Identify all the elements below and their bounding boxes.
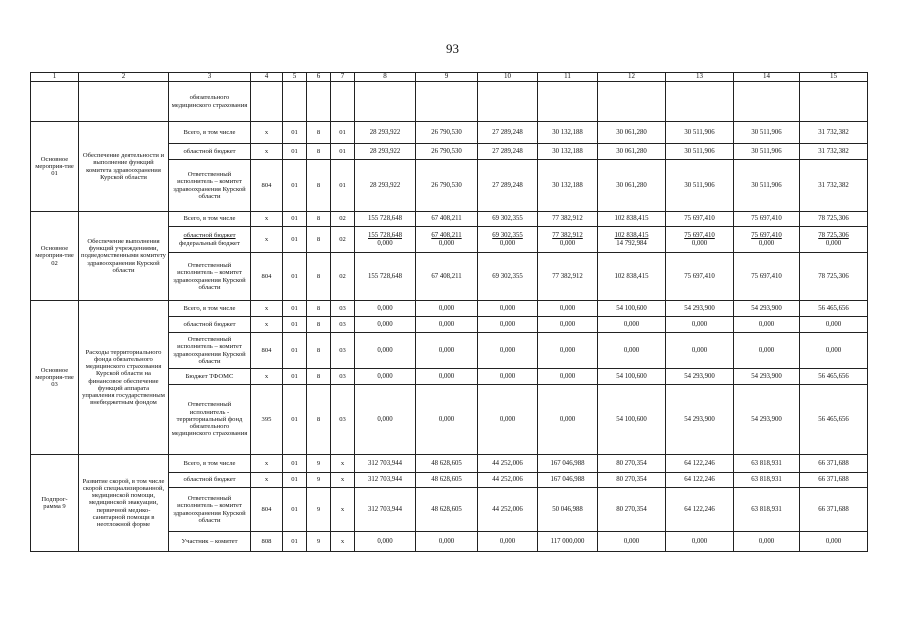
value-cell: 48 628,605 <box>416 488 478 532</box>
value-cell: 0,000 <box>478 385 538 455</box>
value-cell <box>478 227 538 253</box>
value-cell: 0,000 <box>734 333 800 369</box>
value-cell: 66 371,688 <box>800 488 868 532</box>
table-row <box>31 82 868 122</box>
column-header: 15 <box>800 73 868 82</box>
value-cell: 0,000 <box>478 532 538 552</box>
value-cell: 0,000 <box>800 333 868 369</box>
code-cell: 804 <box>251 160 283 212</box>
source-cell: Всего, в том числе <box>169 212 251 227</box>
value-cell: 75 697,410 <box>734 212 800 227</box>
value-line: 75 697,410 <box>684 232 715 240</box>
source-cell: Всего, в том числе <box>169 122 251 144</box>
value-line: 0,000 <box>377 239 393 247</box>
code-cell: 01 <box>331 122 355 144</box>
value-cell: 0,000 <box>538 369 598 385</box>
code-cell: 01 <box>331 144 355 160</box>
code-cell: 01 <box>283 532 307 552</box>
code-cell: 03 <box>331 333 355 369</box>
value-cell: 0,000 <box>478 369 538 385</box>
activity-code-cell: Основное мероприя-тие 03 <box>31 301 79 455</box>
value-cell: 312 703,944 <box>355 473 416 488</box>
value-line: 14 792,984 <box>616 239 647 247</box>
value-cell: 63 818,931 <box>734 455 800 473</box>
value-cell: 78 725,306 <box>800 253 868 301</box>
code-cell: 804 <box>251 333 283 369</box>
table-row <box>31 455 868 473</box>
activity-name-cell: Расходы территориального фонда обязательного медицинского страхования Курской области на финансовое обеспечение функций аппарата управления государственным внебюджетным фондом <box>79 301 169 455</box>
budget-table <box>30 72 868 552</box>
value-cell: 0,000 <box>734 532 800 552</box>
value-line: 0,000 <box>691 239 708 247</box>
source-cell: Ответственный исполнитель – комитет здравоохранения Курской области <box>169 333 251 369</box>
value-cell: 0,000 <box>355 369 416 385</box>
value-cell: 0,000 <box>355 333 416 369</box>
cell-empty <box>538 82 598 122</box>
value-cell: 30 511,906 <box>666 160 734 212</box>
column-header: 13 <box>666 73 734 82</box>
value-line: 69 302,355 <box>492 232 523 240</box>
value-cell: 0,000 <box>538 317 598 333</box>
value-cell: 0,000 <box>538 301 598 317</box>
value-cell: 30 132,188 <box>538 160 598 212</box>
value-cell: 63 818,931 <box>734 488 800 532</box>
value-cell <box>416 227 478 253</box>
code-cell: 01 <box>283 160 307 212</box>
cell-empty <box>355 82 416 122</box>
table-body <box>31 73 868 552</box>
cell-empty <box>666 82 734 122</box>
source-cell: обязательного медицинского страхования <box>169 82 251 122</box>
value-cell: 66 371,688 <box>800 473 868 488</box>
code-cell: 9 <box>307 532 331 552</box>
source-cell: Всего, в том числе <box>169 455 251 473</box>
code-cell: х <box>251 122 283 144</box>
value-cell: 30 511,906 <box>734 122 800 144</box>
cell-empty <box>416 82 478 122</box>
cell-empty <box>283 82 307 122</box>
value-cell: 30 132,188 <box>538 122 598 144</box>
code-cell: 01 <box>331 160 355 212</box>
value-cell: 54 293,900 <box>666 301 734 317</box>
value-cell: 167 046,988 <box>538 455 598 473</box>
table-row <box>31 301 868 317</box>
cell-empty <box>478 82 538 122</box>
column-header: 9 <box>416 73 478 82</box>
activity-name-cell: Обеспечение выполнения функций учреждениями, подведомственными комитету здравоохранения Курской области <box>79 212 169 301</box>
value-cell: 312 703,944 <box>355 488 416 532</box>
code-cell: х <box>251 455 283 473</box>
value-line: 75 697,410 <box>751 232 782 240</box>
value-cell <box>800 227 868 253</box>
value-cell: 64 122,246 <box>666 488 734 532</box>
code-cell: 804 <box>251 488 283 532</box>
code-cell: х <box>251 212 283 227</box>
value-cell: 64 122,246 <box>666 473 734 488</box>
code-cell: 01 <box>283 455 307 473</box>
code-cell: х <box>331 473 355 488</box>
column-header: 2 <box>79 73 169 82</box>
value-cell: 80 270,354 <box>598 488 666 532</box>
table-row <box>31 122 868 144</box>
cell-empty <box>79 82 169 122</box>
value-cell <box>598 227 666 253</box>
code-cell: 8 <box>307 122 331 144</box>
value-cell: 56 465,656 <box>800 385 868 455</box>
code-cell: х <box>251 369 283 385</box>
value-cell: 31 732,382 <box>800 144 868 160</box>
value-cell: 102 838,415 <box>598 253 666 301</box>
table-row <box>31 212 868 227</box>
code-cell: 01 <box>283 385 307 455</box>
source-cell <box>169 227 251 253</box>
column-header: 4 <box>251 73 283 82</box>
value-cell: 0,000 <box>598 532 666 552</box>
value-cell: 0,000 <box>538 333 598 369</box>
value-cell: 63 818,931 <box>734 473 800 488</box>
value-cell: 312 703,944 <box>355 455 416 473</box>
code-cell: 804 <box>251 253 283 301</box>
code-cell: 01 <box>283 301 307 317</box>
value-line: 0,000 <box>758 239 775 247</box>
code-cell: 01 <box>283 212 307 227</box>
column-header: 3 <box>169 73 251 82</box>
value-cell: 31 732,382 <box>800 160 868 212</box>
value-cell: 75 697,410 <box>734 253 800 301</box>
code-cell: 8 <box>307 385 331 455</box>
value-cell: 155 728,648 <box>355 212 416 227</box>
value-line: 77 382,912 <box>552 232 583 240</box>
value-line: 78 725,306 <box>818 232 849 240</box>
code-cell: х <box>251 473 283 488</box>
value-cell: 30 132,188 <box>538 144 598 160</box>
code-cell: 8 <box>307 369 331 385</box>
source-cell: областной бюджет <box>169 144 251 160</box>
value-cell: 30 511,906 <box>734 160 800 212</box>
source-line: областной бюджет <box>183 232 236 240</box>
value-cell: 0,000 <box>416 301 478 317</box>
source-cell: областной бюджет <box>169 473 251 488</box>
value-cell: 56 465,656 <box>800 369 868 385</box>
value-cell: 48 628,605 <box>416 473 478 488</box>
value-cell <box>734 227 800 253</box>
code-cell: 02 <box>331 253 355 301</box>
value-cell: 0,000 <box>478 301 538 317</box>
value-cell: 80 270,354 <box>598 473 666 488</box>
value-cell: 77 382,912 <box>538 212 598 227</box>
activity-name-cell: Обеспечение деятельности и выполнение функций комитета здравоохранения Курской области <box>79 122 169 212</box>
value-cell: 26 790,530 <box>416 122 478 144</box>
code-cell: 808 <box>251 532 283 552</box>
value-cell: 0,000 <box>416 333 478 369</box>
code-cell: х <box>251 144 283 160</box>
code-cell: 8 <box>307 333 331 369</box>
cell-empty <box>734 82 800 122</box>
value-cell <box>538 227 598 253</box>
value-cell: 54 100,600 <box>598 301 666 317</box>
value-cell: 80 270,354 <box>598 455 666 473</box>
value-cell: 0,000 <box>416 385 478 455</box>
value-cell: 30 061,280 <box>598 122 666 144</box>
code-cell: 01 <box>283 473 307 488</box>
code-cell: х <box>331 455 355 473</box>
value-line: 0,000 <box>559 239 576 247</box>
value-cell: 54 293,900 <box>734 385 800 455</box>
source-cell: Участник – комитет <box>169 532 251 552</box>
code-cell: 01 <box>283 488 307 532</box>
value-line: 0,000 <box>438 239 455 247</box>
value-cell: 0,000 <box>355 317 416 333</box>
value-cell: 27 289,248 <box>478 144 538 160</box>
code-cell: 01 <box>283 333 307 369</box>
code-cell: 02 <box>331 227 355 253</box>
header-row <box>31 73 868 82</box>
value-cell: 48 628,605 <box>416 455 478 473</box>
code-cell: 03 <box>331 301 355 317</box>
code-cell: х <box>251 317 283 333</box>
code-cell: х <box>251 301 283 317</box>
value-cell: 0,000 <box>666 532 734 552</box>
value-cell: 28 293,922 <box>355 122 416 144</box>
value-cell: 26 790,530 <box>416 144 478 160</box>
column-header: 6 <box>307 73 331 82</box>
value-cell: 0,000 <box>598 317 666 333</box>
activity-code-cell: Подпрог-рамма 9 <box>31 455 79 552</box>
value-cell: 27 289,248 <box>478 160 538 212</box>
value-cell: 54 100,600 <box>598 369 666 385</box>
source-line: федеральный бюджет <box>179 239 240 247</box>
column-header: 12 <box>598 73 666 82</box>
value-cell: 0,000 <box>416 369 478 385</box>
value-cell: 117 000,000 <box>538 532 598 552</box>
value-cell: 155 728,648 <box>355 253 416 301</box>
value-cell: 167 046,988 <box>538 473 598 488</box>
value-cell: 50 046,988 <box>538 488 598 532</box>
value-cell: 26 790,530 <box>416 160 478 212</box>
value-cell: 0,000 <box>734 317 800 333</box>
value-cell: 31 732,382 <box>800 122 868 144</box>
value-cell: 44 252,006 <box>478 455 538 473</box>
column-header: 8 <box>355 73 416 82</box>
value-cell: 0,000 <box>598 333 666 369</box>
code-cell: 01 <box>283 317 307 333</box>
code-cell: 9 <box>307 455 331 473</box>
code-cell: 8 <box>307 317 331 333</box>
value-cell <box>355 227 416 253</box>
value-cell: 102 838,415 <box>598 212 666 227</box>
cell-empty <box>31 82 79 122</box>
value-cell: 30 511,906 <box>666 122 734 144</box>
code-cell: 9 <box>307 473 331 488</box>
value-cell: 28 293,922 <box>355 144 416 160</box>
code-cell: х <box>331 532 355 552</box>
value-cell: 0,000 <box>800 532 868 552</box>
value-cell: 67 408,211 <box>416 253 478 301</box>
cell-empty <box>331 82 355 122</box>
value-cell: 75 697,410 <box>666 212 734 227</box>
code-cell: 8 <box>307 160 331 212</box>
source-cell: Ответственный исполнитель – комитет здравоохранения Курской области <box>169 253 251 301</box>
value-cell <box>666 227 734 253</box>
code-cell: 8 <box>307 227 331 253</box>
value-cell: 54 293,900 <box>666 385 734 455</box>
value-cell: 0,000 <box>416 532 478 552</box>
value-line: 67 408,211 <box>431 232 462 240</box>
code-cell: 8 <box>307 144 331 160</box>
value-cell: 78 725,306 <box>800 212 868 227</box>
code-cell: 01 <box>283 122 307 144</box>
code-cell: 03 <box>331 385 355 455</box>
activity-name-cell: Развитие скорой, в том числе скорой специализированной, медицинской помощи, медицинской эвакуации, первичной медико-санитарной помощи в неотложной форме <box>79 455 169 552</box>
value-cell: 0,000 <box>355 301 416 317</box>
value-cell: 75 697,410 <box>666 253 734 301</box>
code-cell: 01 <box>283 227 307 253</box>
value-cell: 0,000 <box>478 317 538 333</box>
value-cell: 0,000 <box>800 317 868 333</box>
value-cell: 77 382,912 <box>538 253 598 301</box>
activity-code-cell: Основное мероприя-тие 02 <box>31 212 79 301</box>
cell-empty <box>307 82 331 122</box>
cell-empty <box>800 82 868 122</box>
value-cell: 69 302,355 <box>478 253 538 301</box>
value-cell: 54 293,900 <box>734 301 800 317</box>
source-cell: областной бюджет <box>169 317 251 333</box>
value-line: 0,000 <box>499 239 516 247</box>
value-cell: 64 122,246 <box>666 455 734 473</box>
value-cell: 0,000 <box>355 385 416 455</box>
activity-code-cell: Основное мероприя-тие 01 <box>31 122 79 212</box>
value-cell: 69 302,355 <box>478 212 538 227</box>
column-header: 11 <box>538 73 598 82</box>
code-cell: 01 <box>283 144 307 160</box>
source-cell: Всего, в том числе <box>169 301 251 317</box>
value-cell: 54 100,600 <box>598 385 666 455</box>
value-cell: 27 289,248 <box>478 122 538 144</box>
code-cell: 03 <box>331 317 355 333</box>
value-cell: 56 465,656 <box>800 301 868 317</box>
column-header: 7 <box>331 73 355 82</box>
value-cell: 0,000 <box>416 317 478 333</box>
code-cell: х <box>331 488 355 532</box>
column-header: 10 <box>478 73 538 82</box>
code-cell: 8 <box>307 253 331 301</box>
code-cell: х <box>251 227 283 253</box>
source-cell: Ответственный исполнитель - территориальный фонд обязательного медицинского страхования <box>169 385 251 455</box>
value-cell: 30 061,280 <box>598 160 666 212</box>
code-cell: 8 <box>307 212 331 227</box>
value-cell: 54 293,900 <box>666 369 734 385</box>
column-header: 1 <box>31 73 79 82</box>
value-line: 155 728,648 <box>368 232 402 240</box>
value-line: 0,000 <box>825 239 842 247</box>
value-cell: 0,000 <box>666 317 734 333</box>
value-cell: 0,000 <box>478 333 538 369</box>
code-cell: 395 <box>251 385 283 455</box>
value-cell: 30 061,280 <box>598 144 666 160</box>
value-cell: 30 511,906 <box>666 144 734 160</box>
page-number: 93 <box>446 41 459 56</box>
value-cell: 0,000 <box>666 333 734 369</box>
value-cell: 44 252,006 <box>478 473 538 488</box>
code-cell: 02 <box>331 212 355 227</box>
column-header: 14 <box>734 73 800 82</box>
value-cell: 66 371,688 <box>800 455 868 473</box>
value-cell: 44 252,006 <box>478 488 538 532</box>
code-cell: 9 <box>307 488 331 532</box>
source-cell: Ответственный исполнитель – комитет здравоохранения Курской области <box>169 488 251 532</box>
value-cell: 0,000 <box>538 385 598 455</box>
column-header: 5 <box>283 73 307 82</box>
code-cell: 01 <box>283 369 307 385</box>
value-cell: 0,000 <box>355 532 416 552</box>
code-cell: 03 <box>331 369 355 385</box>
value-cell: 30 511,906 <box>734 144 800 160</box>
cell-empty <box>251 82 283 122</box>
code-cell: 01 <box>283 253 307 301</box>
cell-empty <box>598 82 666 122</box>
value-cell: 54 293,900 <box>734 369 800 385</box>
value-line: 102 838,415 <box>614 232 649 240</box>
source-cell: Ответственный исполнитель – комитет здравоохранения Курской области <box>169 160 251 212</box>
code-cell: 8 <box>307 301 331 317</box>
source-cell: Бюджет ТФОМС <box>169 369 251 385</box>
value-cell: 28 293,922 <box>355 160 416 212</box>
value-cell: 67 408,211 <box>416 212 478 227</box>
